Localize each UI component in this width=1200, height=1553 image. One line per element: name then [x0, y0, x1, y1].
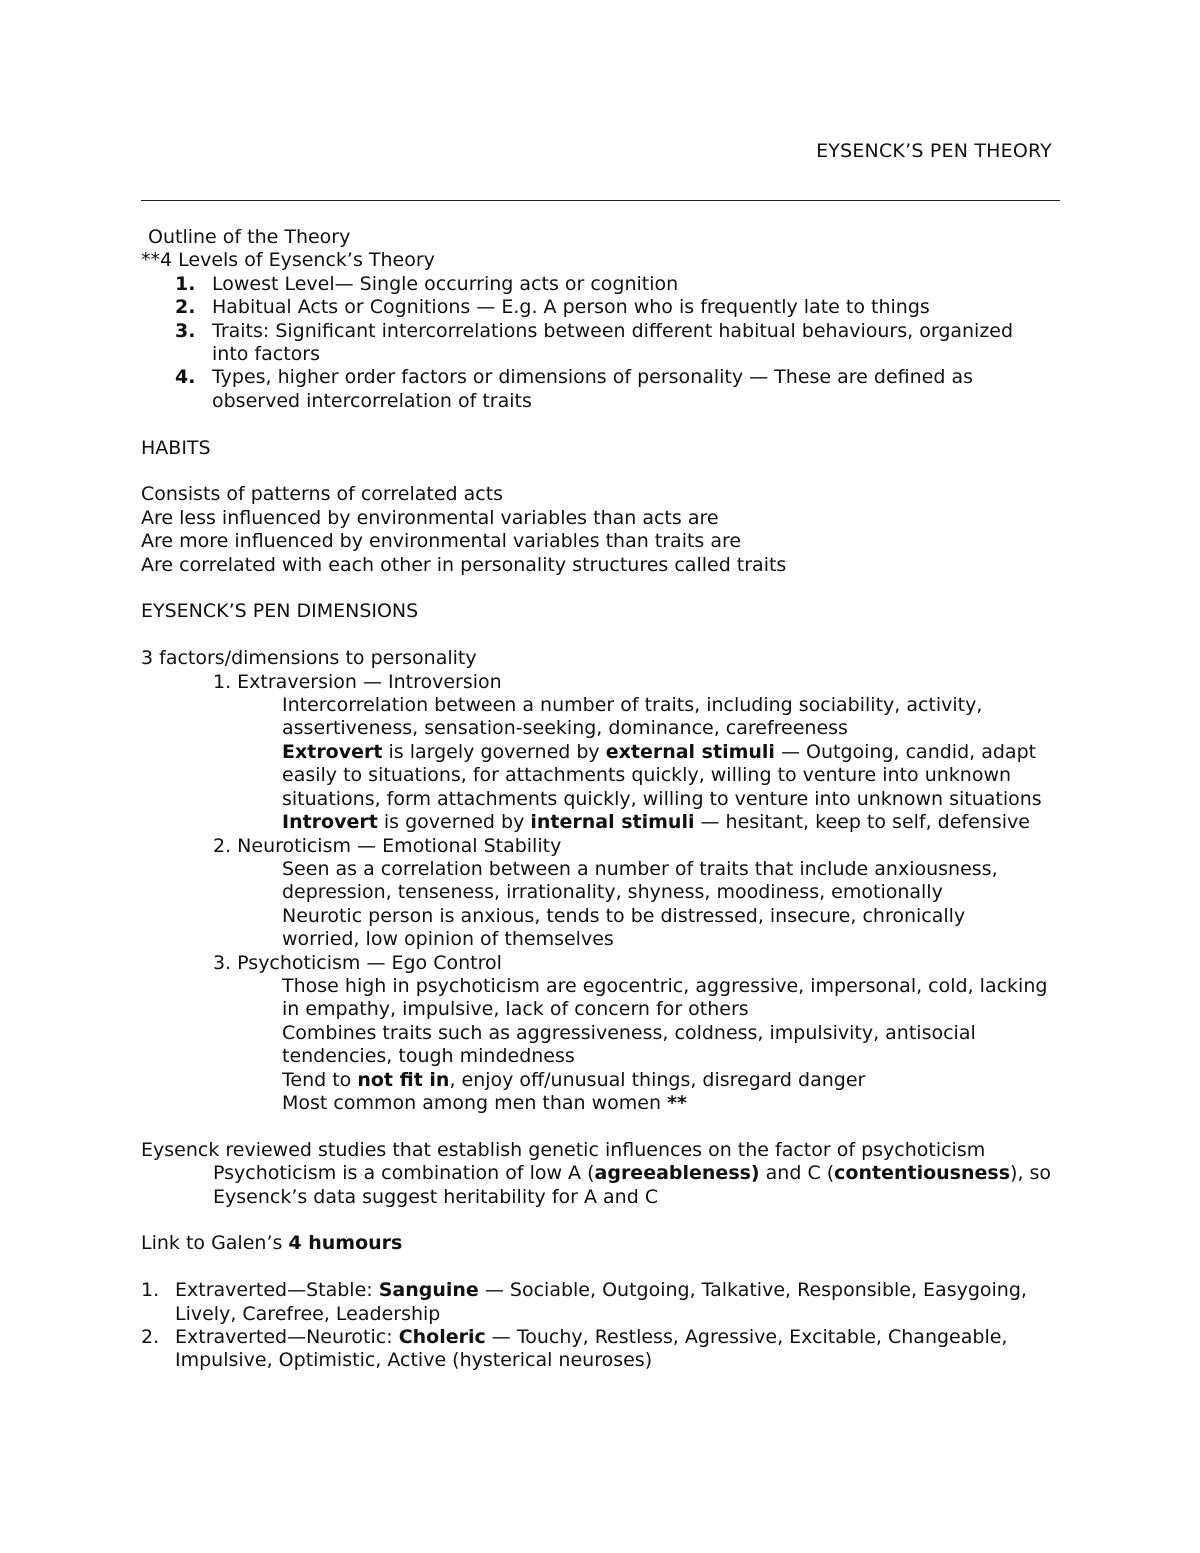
extraversion-line: easily to situations, for attachments quickly, willing to venture into unknown	[282, 764, 1012, 787]
psychoticism-title: 3. Psychoticism — Ego Control	[213, 951, 502, 974]
humour-term: Choleric	[398, 1325, 486, 1348]
genetic-text: ), so	[1010, 1162, 1052, 1185]
genetic-text: and C (	[759, 1162, 835, 1185]
outline-heading: Outline of the Theory	[148, 226, 351, 248]
genetic-line	[141, 1162, 1071, 1185]
psychoticism-line: Those high in psychoticism are egocentric, aggressive, impersonal, cold, lacking	[282, 974, 1048, 997]
psychoticism-line: in empathy, impulsive, lack of concern for others	[282, 998, 749, 1021]
dimensions-heading: EYSENCK’S PEN DIMENSIONS	[141, 600, 419, 623]
humour-number: 1.	[141, 1279, 160, 1302]
level-text: into factors	[212, 343, 320, 366]
habits-line: Consists of patterns of correlated acts	[141, 483, 504, 506]
level-text: Habitual Acts or Cognitions — E.g. A person who is frequently late to things	[212, 296, 930, 319]
psychoticism-line	[141, 1069, 1071, 1092]
internal-stimuli-term: internal stimuli	[530, 811, 695, 834]
level-text: Traits: Significant intercorrelations between different habitual behaviours, organized	[212, 319, 1014, 342]
header-divider	[141, 200, 1060, 201]
asterisk-mark: **	[667, 1091, 687, 1114]
habits-line: Are more influenced by environmental variables than traits are	[141, 530, 742, 553]
level-item	[141, 366, 1071, 413]
psychoticism-line: tendencies, tough mindedness	[282, 1045, 575, 1068]
humour-item	[141, 1279, 1071, 1326]
psychoticism-text: Tend to	[282, 1068, 358, 1091]
galen-heading	[141, 1232, 1071, 1255]
humours-term: 4 humours	[288, 1232, 403, 1255]
genetic-text: Psychoticism is a combination of low A (	[213, 1162, 595, 1185]
neuroticism-line: worried, low opinion of themselves	[282, 928, 614, 951]
level-item	[141, 273, 1071, 296]
level-text: observed intercorrelation of traits	[212, 389, 532, 412]
humour-text: — Sociable, Outgoing, Talkative, Responsible, Easygoing,	[478, 1279, 1027, 1302]
page-header: EYSENCK’S PEN THEORY	[816, 140, 1052, 162]
level-item	[141, 296, 1071, 319]
introvert-text: — hesitant, keep to self, defensive	[694, 811, 1030, 834]
neuroticism-line: Seen as a correlation between a number of traits that include anxiousness,	[282, 857, 998, 880]
extraversion-title: 1. Extraversion — Introversion	[213, 670, 502, 693]
humour-line	[175, 1326, 1007, 1349]
external-stimuli-term: external stimuli	[605, 740, 775, 763]
extrovert-term: Extrovert	[282, 740, 383, 763]
habits-line: Are less influenced by environmental variables than acts are	[141, 506, 719, 529]
level-number: 2.	[175, 296, 196, 319]
psychoticism-line	[141, 1092, 1071, 1115]
galen-text: Link to Galen’s	[141, 1232, 289, 1255]
psychoticism-line: Combines traits such as aggressiveness, coldness, impulsivity, antisocial	[282, 1021, 976, 1044]
level-text: Lowest Level— Single occurring acts or cognition	[212, 272, 679, 295]
psychoticism-text: , enjoy off/unusual things, disregard danger	[449, 1068, 866, 1091]
level-number: 4.	[175, 366, 196, 389]
level-item	[141, 320, 1071, 367]
neuroticism-line: Neurotic person is anxious, tends to be distressed, insecure, chronically	[282, 904, 966, 927]
genetic-line: Eysenck reviewed studies that establish genetic influences on the factor of psychoticism	[141, 1138, 986, 1161]
genetic-line: Eysenck’s data suggest heritability for A and C	[213, 1185, 659, 1208]
contentiousness-term: contentiousness	[834, 1162, 1011, 1185]
extrovert-line	[141, 741, 1071, 764]
introvert-line	[141, 811, 1071, 834]
habits-heading: HABITS	[141, 436, 211, 459]
extraversion-line: assertiveness, sensation-seeking, dominance, carefreeness	[282, 717, 848, 740]
levels-heading: **4 Levels of Eysenck’s Theory	[141, 249, 435, 272]
level-number: 3.	[175, 319, 196, 342]
humour-term: Sanguine	[378, 1279, 479, 1302]
extrovert-text: is largely governed by	[382, 740, 606, 763]
extrovert-text: — Outgoing, candid, adapt	[774, 740, 1037, 763]
neuroticism-title: 2. Neuroticism — Emotional Stability	[213, 834, 562, 857]
humour-text: — Touchy, Restless, Agressive, Excitable, Changeable,	[485, 1325, 1008, 1348]
humour-line	[175, 1279, 1027, 1302]
introvert-term: Introvert	[282, 811, 378, 834]
humour-number: 2.	[141, 1325, 160, 1348]
habits-line: Are correlated with each other in personality structures called traits	[141, 553, 787, 576]
humour-text: Extraverted—Neurotic:	[175, 1325, 399, 1348]
level-text: Types, higher order factors or dimensions of personality — These are defined as	[212, 366, 974, 389]
humour-item	[141, 1326, 1071, 1373]
psychoticism-text: Most common among men than women	[282, 1091, 668, 1114]
introvert-text: is governed by	[377, 811, 531, 834]
dimensions-intro: 3 factors/dimensions to personality	[141, 647, 477, 670]
humour-line: Lively, Carefree, Leadership	[175, 1302, 441, 1325]
neuroticism-line: depression, tenseness, irrationality, shyness, moodiness, emotionally	[282, 881, 943, 904]
level-number: 1.	[175, 272, 196, 295]
not-fit-in-term: not fit in	[357, 1068, 450, 1091]
extraversion-line: Intercorrelation between a number of traits, including sociability, activity,	[282, 694, 983, 717]
humour-text: Extraverted—Stable:	[175, 1279, 379, 1302]
extraversion-line: situations, form attachments quickly, willing to venture into unknown situations	[282, 787, 1042, 810]
document-body	[141, 226, 1071, 1373]
humour-line: Impulsive, Optimistic, Active (hysterical neuroses)	[175, 1349, 653, 1372]
agreeableness-term: agreeableness)	[594, 1162, 760, 1185]
